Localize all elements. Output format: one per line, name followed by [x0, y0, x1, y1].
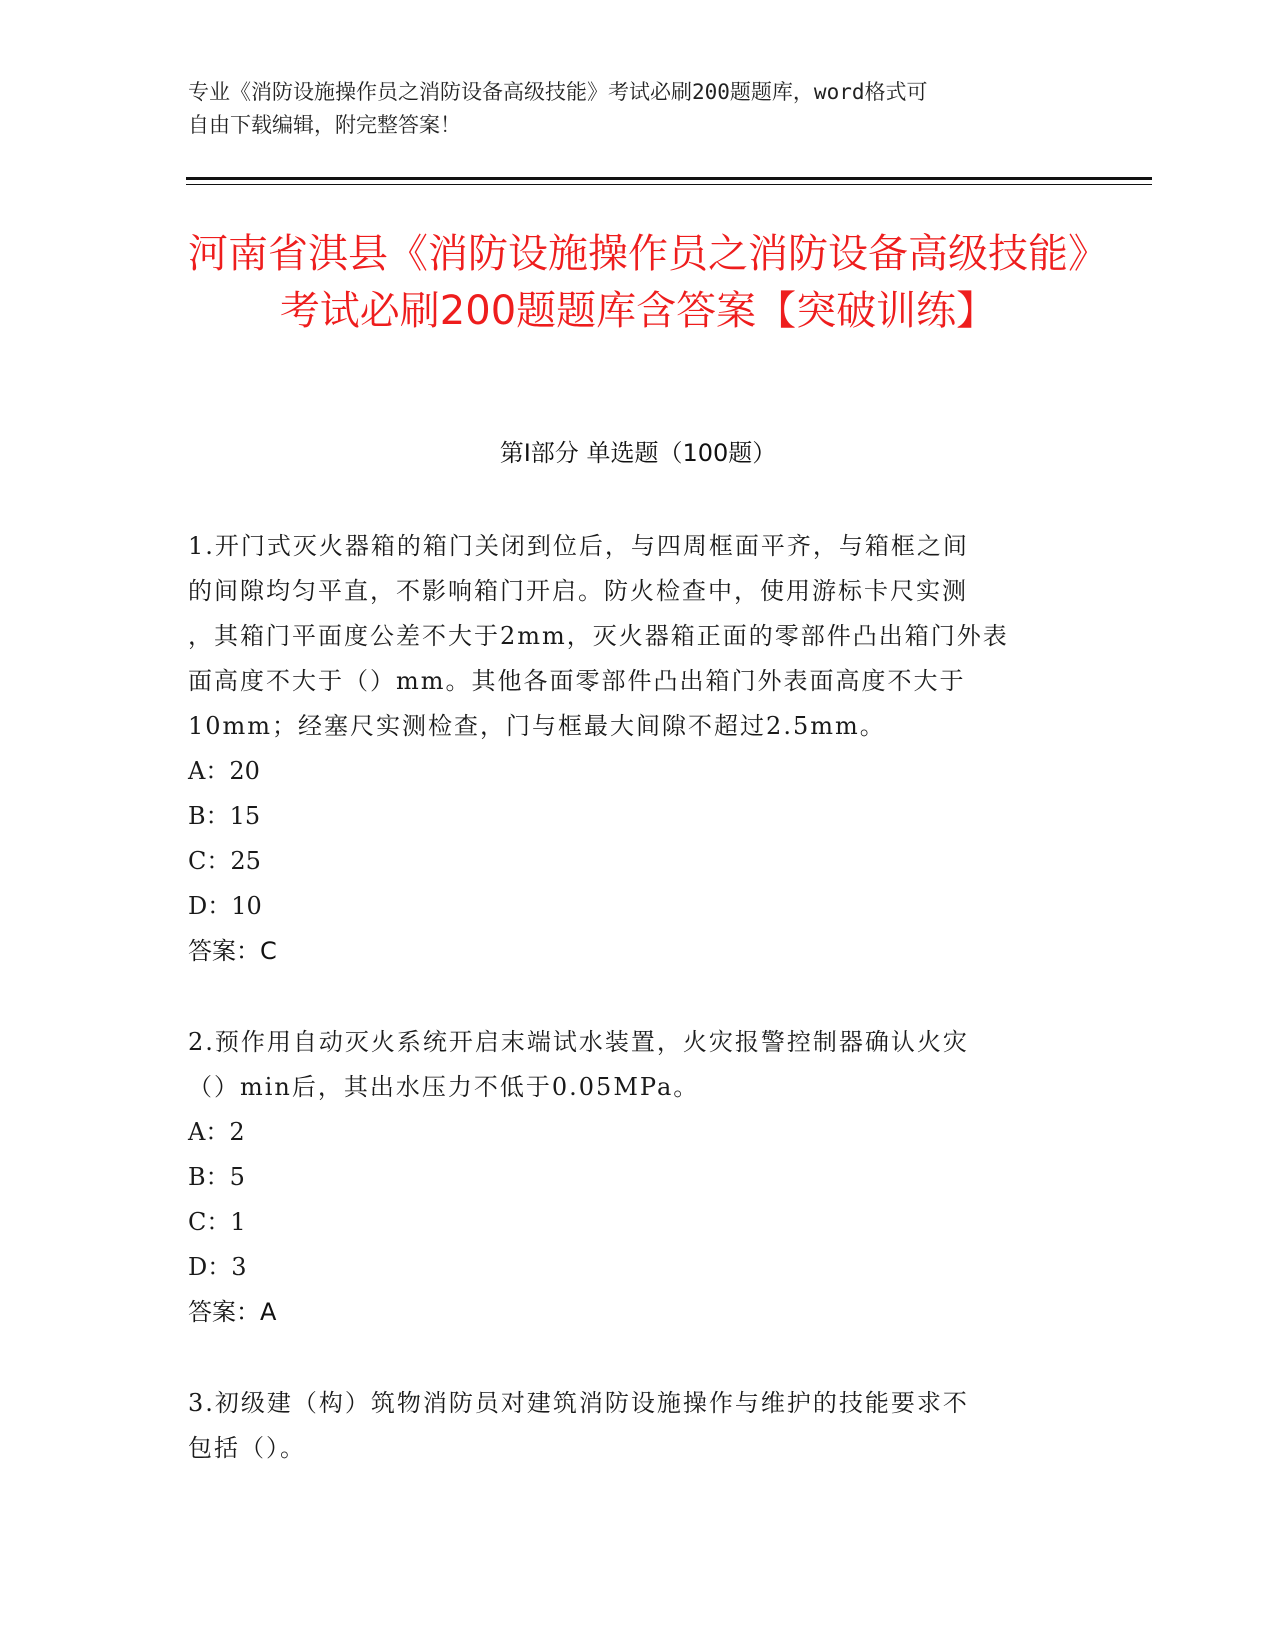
- question-1: [188, 524, 1088, 974]
- question-text: 1.开门式灭火器箱的箱门关闭到位后，与四周框面平齐，与箱框之间 的间隙均匀平直，不影响箱门开启。防火检查中，使用游标卡尺实测 ，其箱门平面度公差不大于2mm，灭火器箱正面的零部件凸出箱门外表 面高度不大于（）mm。其他各面零部件凸出箱门外表面高度不大于 10mm；经塞尺实测检查，门与框最大间隙不超过2.5mm。: [188, 532, 1009, 740]
- option-c: C：1: [188, 1208, 246, 1236]
- question-text: 3.初级建（构）筑物消防员对建筑消防设施操作与维护的技能要求不 包括（）。: [188, 1389, 969, 1462]
- option-c: C：25: [188, 847, 261, 875]
- option-b: B：5: [188, 1163, 245, 1191]
- option-d: D：3: [188, 1253, 247, 1281]
- option-b: B：15: [188, 802, 261, 830]
- answer: 答案：A: [188, 1298, 277, 1326]
- question-2: [188, 1020, 1088, 1335]
- question-text: 2.预作用自动灭火系统开启末端试水装置，火灾报警控制器确认火灾 （）min后，其出水压力不低于0.05MPa。: [188, 1028, 969, 1101]
- header-note: 专业《消防设施操作员之消防设备高级技能》考试必刷200题题库，word格式可 自由下载编辑，附完整答案！: [188, 80, 928, 137]
- header-rule-thin: [186, 184, 1152, 185]
- header-rule-thick: [186, 177, 1152, 180]
- option-a: A：2: [188, 1118, 245, 1146]
- option-a: A：20: [188, 757, 260, 785]
- option-d: D：10: [188, 892, 262, 920]
- question-3: [188, 1381, 1088, 1471]
- answer: 答案：C: [188, 937, 277, 965]
- document-title: 河南省淇县《消防设施操作员之消防设备高级技能》考试必刷200题题库含答案【突破训练】: [188, 231, 1088, 334]
- question-list: [188, 524, 1088, 1471]
- section-heading: 第I部分 单选题（100题）: [499, 439, 777, 467]
